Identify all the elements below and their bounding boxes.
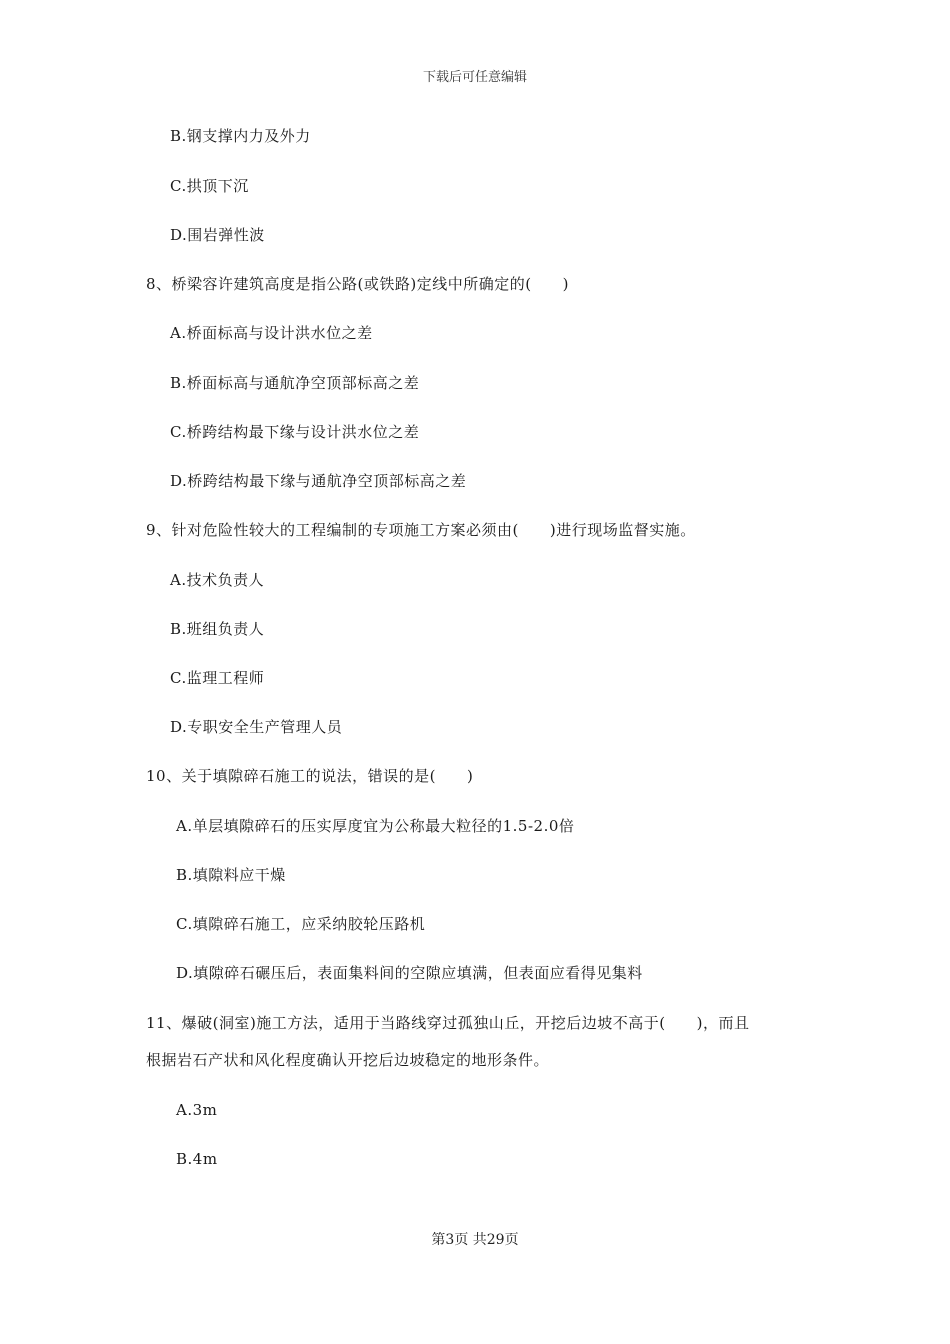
q9-option-a: A.技术负责人 xyxy=(170,571,265,589)
page-footer: 第3页 共29页 xyxy=(431,1232,519,1248)
q7-option-d: D.围岩弹性波 xyxy=(170,226,265,244)
q11-option-a: A.3m xyxy=(176,1101,218,1119)
q9-stem: 9、针对危险性较大的工程编制的专项施工方案必须由( )进行现场监督实施。 xyxy=(146,521,696,539)
q10-option-b: B.填隙料应干燥 xyxy=(176,866,286,884)
q10-option-a: A.单层填隙碎石的压实厚度宜为公称最大粒径的1.5-2.0倍 xyxy=(176,817,575,835)
q10-stem: 10、关于填隙碎石施工的说法，错误的是( ) xyxy=(146,767,474,785)
q9-option-d: D.专职安全生产管理人员 xyxy=(170,718,343,736)
page-header: 下载后可任意编辑 xyxy=(422,70,527,85)
q9-option-c: C.监理工程师 xyxy=(170,669,265,687)
q8-option-d: D.桥跨结构最下缘与通航净空顶部标高之差 xyxy=(170,472,467,490)
q9-option-b: B.班组负责人 xyxy=(170,620,265,638)
q11-option-b: B.4m xyxy=(176,1150,218,1168)
q8-option-b: B.桥面标高与通航净空顶部标高之差 xyxy=(170,374,420,392)
q11-stem-line2: 根据岩石产状和风化程度确认开挖后边坡稳定的地形条件。 xyxy=(146,1051,550,1069)
q8-option-a: A.桥面标高与设计洪水位之差 xyxy=(170,324,373,342)
q10-option-c: C.填隙碎石施工，应采纳胶轮压路机 xyxy=(176,915,426,933)
q8-option-c: C.桥跨结构最下缘与设计洪水位之差 xyxy=(170,423,420,441)
q11-stem-line1: 11、爆破(洞室)施工方法，适用于当路线穿过孤独山丘，开挖后边坡不高于( )，而且 xyxy=(146,1014,750,1032)
q8-stem: 8、桥梁容许建筑高度是指公路(或铁路)定线中所确定的( ) xyxy=(146,275,569,293)
q7-option-b: B.钢支撑内力及外力 xyxy=(170,127,311,145)
q10-option-d: D.填隙碎石碾压后，表面集料间的空隙应填满，但表面应看得见集料 xyxy=(176,964,643,982)
q7-option-c: C.拱顶下沉 xyxy=(170,177,249,195)
